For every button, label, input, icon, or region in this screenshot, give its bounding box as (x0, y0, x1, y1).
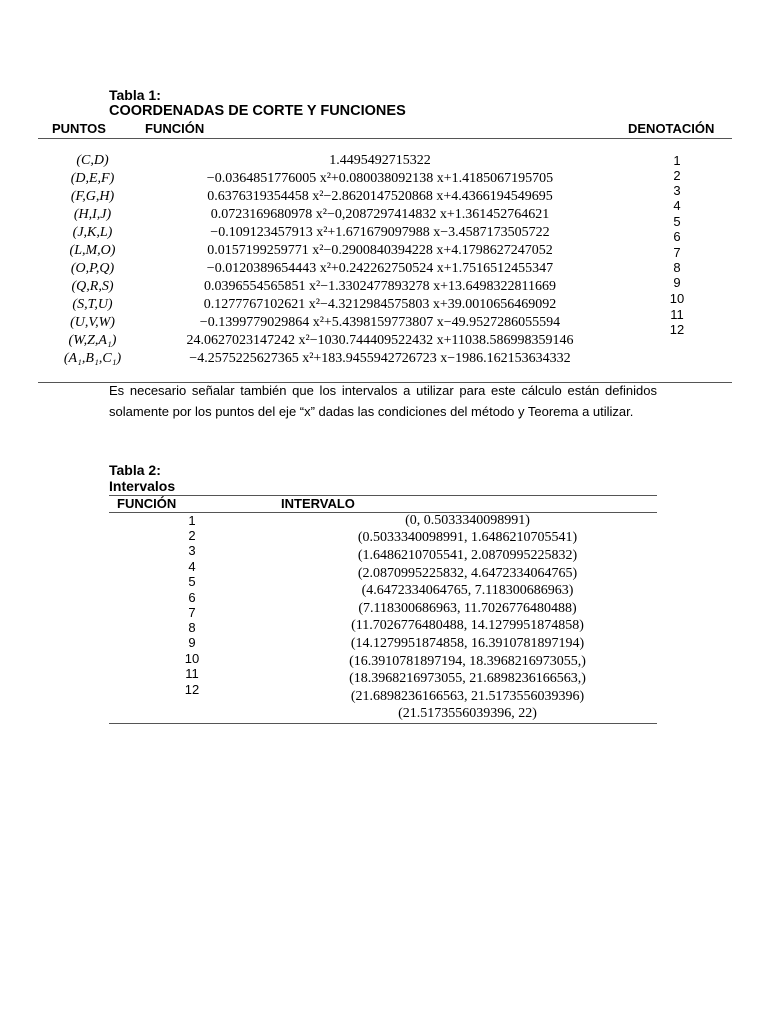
table1-denotacion: 7 (673, 245, 681, 260)
table2-intervalo: (21.5173556039396, 22) (398, 706, 537, 721)
table1-funcion: −0.109123457913 x²+1.671679097988 x−3.4587173505722 (210, 225, 550, 240)
table2-funcion: 4 (188, 559, 196, 574)
table2-funcion: 2 (188, 528, 196, 543)
table2-intervalo: (21.6898236166563, 21.5173556039396) (350, 689, 585, 704)
table2-funcion: 12 (184, 682, 200, 697)
table1-funcion: 0.0396554565851 x²−1.3302477893278 x+13.6498322811669 (204, 279, 556, 294)
table2-intervalo: (11.7026776480488, 14.1279951874858) (351, 618, 584, 633)
table1-header-funcion: FUNCIÓN (145, 121, 205, 136)
table2-intervalo: (18.3968216973055, 21.6898236166563,) (349, 671, 586, 686)
table2-funcion: 5 (188, 574, 196, 589)
table1-denotacion: 2 (673, 168, 681, 183)
table1-denotacion: 6 (673, 229, 681, 244)
table1-funcion: −0.0364851776005 x²+0.080038092138 x+1.4185067195705 (206, 171, 554, 186)
table1-punto: (L,M,O) (69, 243, 116, 258)
table1-funcion: −4.2575225627365 x²+183.9455942726723 x−1986.162153634332 (189, 351, 571, 366)
table1-punto: (U,V,W) (70, 315, 115, 330)
table1-denotacion: 5 (673, 214, 681, 229)
table1-funcion: 0.1277767102621 x²−4.3212984575803 x+39.0010656469092 (203, 297, 557, 312)
table2-intervalo: (7.118300686963, 11.7026776480488) (358, 601, 577, 616)
table2-top-rule (109, 495, 657, 496)
table1-punto: (A₁,B₁,C₁) (63, 351, 122, 366)
table1-punto: (S,T,U) (72, 297, 113, 312)
table1-punto: (J,K,L) (72, 225, 113, 240)
table1-punto: (O,P,Q) (70, 261, 115, 276)
table1-header-puntos: PUNTOS (52, 121, 106, 136)
table1-funcion: −0.1399779029864 x²+5.4398159773807 x−49.9527286055594 (199, 315, 561, 330)
table2-caption: Tabla 2: (109, 462, 161, 478)
table2-intervalo: (1.6486210705541, 2.0870995225832) (357, 548, 578, 563)
table1-denotacion: 8 (673, 260, 681, 275)
table1-punto: (H,I,J) (73, 207, 112, 222)
table2-intervalo: (16.3910781897194, 18.3968216973055,) (349, 654, 586, 669)
table1-denotacion: 4 (673, 198, 681, 213)
table2-funcion: 8 (188, 620, 196, 635)
body-paragraph: Es necesario señalar también que los intervalos a utilizar para este cálculo están definidos solamente por los puntos del eje “x” dadas las condiciones del método y Teorema a utilizar. (109, 383, 657, 419)
table2-bottom-rule (109, 723, 657, 724)
table2-funcion: 9 (188, 635, 196, 650)
table1-caption: Tabla 1: (109, 87, 161, 103)
table2-title: Intervalos (109, 478, 176, 494)
table2-intervalo: (0, 0.5033340098991) (405, 513, 530, 528)
table2-header-funcion: FUNCIÓN (117, 496, 177, 511)
table2-funcion: 1 (188, 513, 196, 528)
table1-punto: (F,G,H) (70, 189, 115, 204)
table1-header-rule (38, 138, 732, 139)
table2-intervalo: (14.1279951874858, 16.3910781897194) (350, 636, 585, 651)
table1-denotacion: 9 (673, 275, 681, 290)
table1-denotacion: 10 (669, 291, 685, 306)
table1-punto: (D,E,F) (70, 171, 115, 186)
table2-header-intervalo: INTERVALO (281, 496, 355, 511)
table1-title: COORDENADAS DE CORTE Y FUNCIONES (109, 103, 406, 119)
table1-funcion: 24.0627023147242 x²−1030.744409522432 x+11038.586998359146 (186, 333, 574, 348)
table2-intervalo: (2.0870995225832, 4.6472334064765) (357, 566, 578, 581)
table1-denotacion: 1 (673, 153, 681, 168)
table2-funcion: 7 (188, 605, 196, 620)
table1-funcion: −0.0120389654443 x²+0.242262750524 x+1.7516512455347 (206, 261, 554, 276)
table1-header-denotacion: DENOTACIÓN (628, 121, 715, 136)
table2-funcion: 10 (184, 651, 200, 666)
table2-funcion: 3 (188, 543, 196, 558)
table2-funcion: 11 (185, 666, 199, 681)
table1-denotacion: 12 (669, 322, 685, 337)
table2-intervalo: (0.5033340098991, 1.6486210705541) (357, 530, 578, 545)
table1-denotacion: 11 (670, 307, 684, 322)
table1-punto: (Q,R,S) (71, 279, 114, 294)
table2-funcion: 6 (188, 590, 196, 605)
table1-funcion: 0.0723169680978 x²−0,2087297414832 x+1.361452764621 (210, 207, 550, 222)
table1-funcion: 0.0157199259771 x²−0.2900840394228 x+4.1798627247052 (207, 243, 553, 258)
table1-funcion: 1.4495492715322 (329, 153, 431, 168)
table1-punto: (W,Z,A₁) (68, 333, 117, 348)
table1-punto: (C,D) (76, 153, 109, 168)
table2-intervalo: (4.6472334064765, 7.118300686963) (361, 583, 574, 598)
table1-denotacion: 3 (673, 183, 681, 198)
table1-funcion: 0.6376319354458 x²−2.8620147520868 x+4.4366194549695 (207, 189, 553, 204)
